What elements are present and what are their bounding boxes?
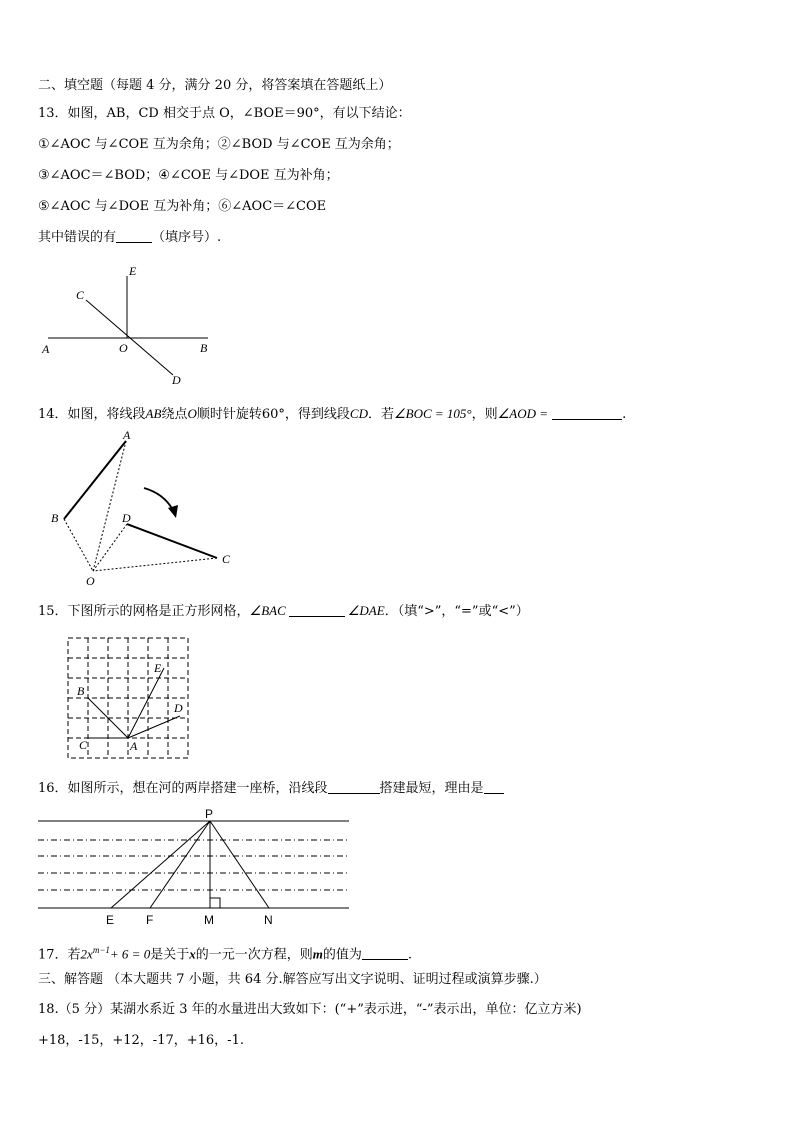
- q17-answer-blank[interactable]: [362, 947, 408, 960]
- label-e: E: [154, 661, 162, 675]
- q16-text-b: 搭建最短，理由是: [379, 781, 484, 796]
- q16-figure: [36, 806, 354, 930]
- q16-stem: [38, 781, 504, 797]
- q14-text-f: ，则: [471, 407, 498, 422]
- label-a: A: [123, 428, 131, 442]
- q14-segment-ab: AB: [145, 406, 162, 421]
- label-f: F: [146, 913, 154, 927]
- label-e: E: [106, 913, 115, 927]
- label-e: E: [129, 264, 137, 278]
- q13-row-3: ⑤∠AOC 与∠DOE 互为补角；⑥∠AOC＝∠COE: [38, 199, 327, 214]
- q17-text-c: 的一元一次方程，则: [195, 947, 313, 963]
- q14-point-o: O: [187, 406, 197, 421]
- q17-expr-rest: + 6 = 0: [109, 946, 151, 962]
- q18-stem: 18.（5 分）某湖水系近 3 年的水量进出大致如下：(“+”表示进，“-”表示出，单位：亿立方米): [38, 1002, 582, 1017]
- q13-row-1: ①∠AOC 与∠COE 互为余角；②∠BOD 与∠COE 互为余角；: [38, 137, 400, 152]
- q13-answer-blank[interactable]: [116, 230, 152, 243]
- q14-text-a: 14．如图，将线段: [38, 407, 146, 422]
- q15-text-b: ．（填“>”，“=”或“<”）: [384, 604, 529, 619]
- q17-expr-base: 2x: [80, 946, 93, 962]
- q17-var-m: m: [312, 946, 323, 962]
- q14-segment-cd: CD: [349, 406, 368, 421]
- q13-question: [38, 230, 221, 246]
- q13-stem: 13．如图，AB，CD 相交于点 O，∠BOE＝90°，有以下结论：: [38, 106, 411, 121]
- q15-angle-bac: ∠BAC: [249, 603, 286, 618]
- label-d: D: [122, 511, 131, 525]
- label-c: C: [222, 552, 231, 566]
- q14-answer-blank[interactable]: [552, 407, 622, 420]
- label-a: A: [130, 739, 138, 753]
- label-o: O: [119, 341, 128, 355]
- q15-answer-blank[interactable]: [289, 604, 345, 617]
- q17-text-d: 的值为: [322, 947, 362, 963]
- q14-text-b: 绕点: [161, 407, 188, 422]
- q14-target-angle: ∠AOD =: [497, 406, 549, 421]
- label-b: B: [77, 684, 85, 698]
- label-o: O: [86, 574, 95, 588]
- q14-text-d: ，得到线段: [284, 407, 350, 422]
- label-b: B: [200, 341, 208, 355]
- label-d: D: [174, 701, 183, 715]
- section-2-title: 二、填空题（每题 4 分，满分 20 分，将答案填在答题纸上）: [38, 78, 392, 93]
- q17-text-a: 17．若: [38, 947, 81, 963]
- q16-answer-blank-2[interactable]: [484, 781, 504, 794]
- q18-values: +18，-15，+12，-17，+16，-1.: [38, 1033, 244, 1048]
- q13-question-tail: （填序号）.: [152, 230, 222, 245]
- label-c: C: [76, 288, 85, 302]
- q14-angle-60: 60°: [261, 407, 285, 422]
- q14-text-c: 顺时针旋转: [196, 407, 262, 422]
- q14-figure: [40, 428, 250, 593]
- q15-stem: [38, 603, 529, 620]
- q14-condition: ∠BOC = 105°: [394, 406, 472, 421]
- label-c: C: [79, 738, 88, 752]
- q16-text-a: 16．如图所示，想在河的两岸搭建一座桥，沿线段: [38, 781, 328, 796]
- q13-row-2: ③∠AOC＝∠BOD；④∠COE 与∠DOE 互为补角；: [38, 168, 339, 183]
- label-m: M: [204, 913, 214, 927]
- q15-text-a: 15．下图所示的网格是正方形网格，: [38, 604, 250, 619]
- label-p: P: [205, 807, 214, 821]
- q17-var-x: x: [189, 946, 196, 962]
- q17-stem: [38, 942, 412, 963]
- q14-end: .: [622, 407, 627, 422]
- label-b: B: [51, 511, 59, 525]
- q14-stem: [38, 406, 626, 423]
- q14-text-e: ．若: [367, 407, 394, 422]
- label-d: D: [172, 373, 181, 387]
- q16-answer-blank-1[interactable]: [328, 781, 380, 794]
- q15-angle-dae: ∠DAE: [347, 603, 385, 618]
- q13-figure: [30, 262, 230, 392]
- q15-figure: [66, 636, 196, 760]
- q17-end: .: [407, 947, 413, 963]
- label-a: A: [42, 342, 50, 356]
- q17-expr-exponent: m−1: [92, 945, 110, 955]
- label-n: N: [264, 913, 273, 927]
- section-3-title: 三、解答题 （本大题共 7 小题，共 64 分.解答应写出文字说明、证明过程或演算步骤.）: [38, 972, 547, 987]
- q13-question-text: 其中错误的有: [38, 230, 117, 245]
- q17-text-b: 是关于: [150, 947, 190, 963]
